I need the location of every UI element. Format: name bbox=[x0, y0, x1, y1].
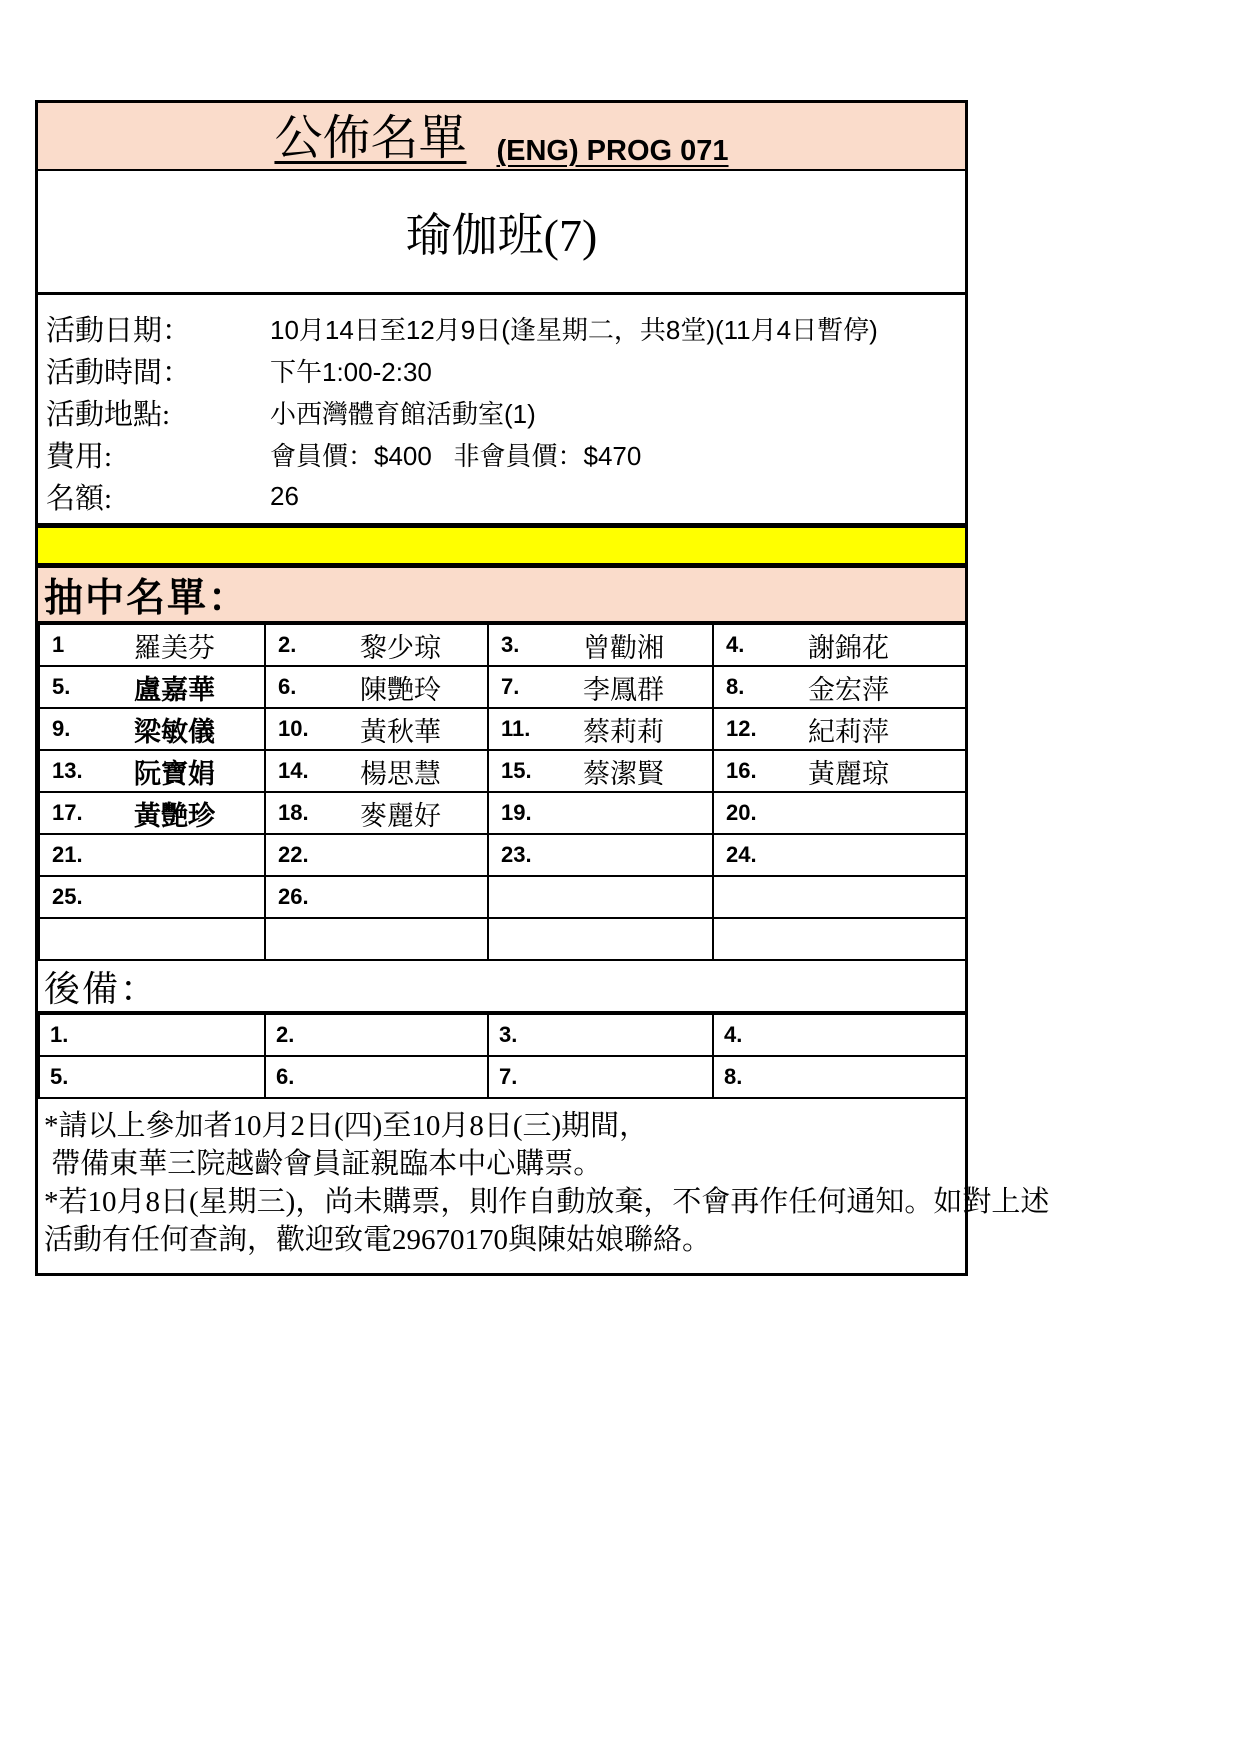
name-cell bbox=[265, 834, 488, 876]
slot-number: 1 bbox=[52, 632, 65, 657]
participant-name: 曾勸湘 bbox=[583, 632, 664, 663]
name-cell bbox=[488, 624, 713, 666]
participant-name: 麥麗好 bbox=[360, 800, 441, 831]
name-cell bbox=[265, 666, 488, 708]
name-cell bbox=[265, 876, 488, 918]
slot-number: 19. bbox=[501, 800, 532, 825]
info-label: 活動地點: bbox=[46, 398, 171, 431]
slot-number: 4. bbox=[726, 632, 745, 657]
slot-number: 2. bbox=[278, 632, 297, 657]
slot-number: 1. bbox=[50, 1022, 69, 1047]
highlight-bar bbox=[38, 523, 965, 568]
name-cell bbox=[488, 876, 713, 918]
name-cell bbox=[39, 666, 265, 708]
name-cell bbox=[488, 666, 713, 708]
banner bbox=[38, 103, 965, 171]
name-cell bbox=[39, 834, 265, 876]
table-row bbox=[39, 1014, 966, 1056]
info-label: 費用: bbox=[46, 440, 113, 473]
name-cell bbox=[488, 918, 713, 960]
table-row bbox=[39, 708, 966, 750]
slot-number: 3. bbox=[501, 632, 520, 657]
info-row-fee bbox=[46, 433, 965, 475]
slot-number: 20. bbox=[726, 800, 757, 825]
slot-number: 25. bbox=[52, 884, 83, 909]
slot-number: 7. bbox=[501, 674, 520, 699]
sheet-title: 公佈名單 bbox=[274, 112, 467, 166]
slot-number: 13. bbox=[52, 758, 83, 783]
info-label: 活動時間： bbox=[46, 356, 192, 389]
name-cell bbox=[488, 750, 713, 792]
participant-name: 楊思慧 bbox=[360, 758, 441, 789]
name-cell bbox=[713, 792, 966, 834]
slot-number: 26. bbox=[278, 884, 309, 909]
info-row-time bbox=[46, 349, 965, 391]
name-cell bbox=[713, 624, 966, 666]
name-cell bbox=[713, 876, 966, 918]
info-value: 小西灣體育館活動室(1) bbox=[270, 398, 536, 429]
backup-cell bbox=[265, 1014, 488, 1056]
name-cell bbox=[265, 624, 488, 666]
participant-name: 盧嘉華 bbox=[134, 674, 215, 705]
table-row bbox=[39, 876, 966, 918]
table-row bbox=[39, 750, 966, 792]
program-code: (ENG) PROG 071 bbox=[496, 135, 729, 167]
participant-name: 紀莉萍 bbox=[808, 716, 889, 747]
slot-number: 10. bbox=[278, 716, 309, 741]
participant-name: 阮寶娟 bbox=[134, 758, 215, 789]
info-value: 下午1:00-2:30 bbox=[270, 356, 432, 387]
participant-name: 羅美芬 bbox=[134, 632, 215, 663]
table-row bbox=[39, 918, 966, 960]
slot-number: 21. bbox=[52, 842, 83, 867]
slot-number: 3. bbox=[499, 1022, 518, 1047]
participant-name: 梁敏儀 bbox=[134, 716, 215, 747]
table-row bbox=[39, 624, 966, 666]
info-row-quota bbox=[46, 475, 965, 517]
slot-number: 9. bbox=[52, 716, 71, 741]
name-cell bbox=[713, 750, 966, 792]
participant-name: 黎少琼 bbox=[360, 632, 441, 663]
slot-number: 18. bbox=[278, 800, 309, 825]
slot-number: 6. bbox=[276, 1064, 295, 1089]
name-cell bbox=[39, 708, 265, 750]
slot-number: 5. bbox=[52, 674, 71, 699]
name-cell bbox=[265, 792, 488, 834]
backup-cell bbox=[39, 1056, 265, 1098]
name-cell bbox=[713, 834, 966, 876]
table-row bbox=[39, 1056, 966, 1098]
slot-number: 5. bbox=[50, 1064, 69, 1089]
info-label: 名額: bbox=[46, 482, 113, 515]
name-cell bbox=[39, 918, 265, 960]
backup-table bbox=[38, 1013, 967, 1099]
backup-cell bbox=[488, 1014, 713, 1056]
slot-number: 14. bbox=[278, 758, 309, 783]
name-cell bbox=[265, 750, 488, 792]
name-cell bbox=[488, 708, 713, 750]
info-value: 會員價：$400 非會員價：$470 bbox=[270, 440, 642, 471]
slot-number: 2. bbox=[276, 1022, 295, 1047]
info-label: 活動日期： bbox=[46, 314, 192, 347]
table-row bbox=[39, 666, 966, 708]
program-title: 瑜伽班(7) bbox=[38, 171, 965, 295]
note-line: 帶備東華三院越齡會員証親臨本中心購票。 bbox=[44, 1148, 603, 1180]
participant-name: 黃麗琼 bbox=[808, 758, 889, 789]
name-cell bbox=[39, 876, 265, 918]
drawn-list-table bbox=[38, 623, 967, 961]
slot-number: 24. bbox=[726, 842, 757, 867]
name-cell bbox=[488, 834, 713, 876]
slot-number: 15. bbox=[501, 758, 532, 783]
info-value: 26 bbox=[270, 480, 299, 511]
backup-heading: 後備： bbox=[38, 961, 965, 1013]
info-value: 10月14日至12月9日(逢星期二，共8堂)(11月4日暫停) bbox=[270, 314, 878, 345]
slot-number: 11. bbox=[501, 716, 531, 741]
slot-number: 12. bbox=[726, 716, 757, 741]
note-line: *請以上參加者10月2日(四)至10月8日(三)期間， bbox=[44, 1110, 649, 1142]
participant-name: 蔡潔賢 bbox=[583, 758, 664, 789]
participant-name: 蔡莉莉 bbox=[583, 716, 664, 747]
notes-section bbox=[38, 1099, 1050, 1273]
info-row-venue bbox=[46, 391, 965, 433]
backup-cell bbox=[39, 1014, 265, 1056]
slot-number: 17. bbox=[52, 800, 83, 825]
table-row bbox=[39, 792, 966, 834]
slot-number: 4. bbox=[724, 1022, 743, 1047]
slot-number: 7. bbox=[499, 1064, 518, 1089]
announcement-sheet bbox=[35, 100, 1050, 1276]
name-cell bbox=[488, 792, 713, 834]
slot-number: 6. bbox=[278, 674, 297, 699]
slot-number: 16. bbox=[726, 758, 757, 783]
participant-name: 黃艷珍 bbox=[134, 800, 215, 831]
backup-cell bbox=[713, 1056, 966, 1098]
note-line: *若10月8日(星期三)，尚未購票，則作自動放棄，不會再作任何通知。如對上述 bbox=[44, 1186, 1050, 1218]
participant-name: 謝錦花 bbox=[808, 632, 889, 663]
drawn-list-heading: 抽中名單： bbox=[38, 568, 965, 623]
info-row-date bbox=[46, 307, 965, 349]
table-row bbox=[39, 834, 966, 876]
slot-number: 22. bbox=[278, 842, 309, 867]
name-cell bbox=[265, 708, 488, 750]
name-cell bbox=[39, 792, 265, 834]
name-cell bbox=[39, 624, 265, 666]
participant-name: 陳艷玲 bbox=[360, 674, 441, 705]
name-cell bbox=[713, 708, 966, 750]
backup-cell bbox=[265, 1056, 488, 1098]
backup-cell bbox=[488, 1056, 713, 1098]
name-cell bbox=[265, 918, 488, 960]
name-cell bbox=[713, 666, 966, 708]
participant-name: 李鳳群 bbox=[583, 674, 664, 705]
participant-name: 黃秋華 bbox=[360, 716, 441, 747]
participant-name: 金宏萍 bbox=[808, 674, 889, 705]
slot-number: 23. bbox=[501, 842, 532, 867]
slot-number: 8. bbox=[724, 1064, 743, 1089]
slot-number: 8. bbox=[726, 674, 745, 699]
name-cell bbox=[39, 750, 265, 792]
info-section bbox=[38, 295, 965, 523]
backup-cell bbox=[713, 1014, 966, 1056]
note-line: 活動有任何查詢，歡迎致電29670170與陳姑娘聯絡。 bbox=[44, 1224, 712, 1256]
name-cell bbox=[713, 918, 966, 960]
